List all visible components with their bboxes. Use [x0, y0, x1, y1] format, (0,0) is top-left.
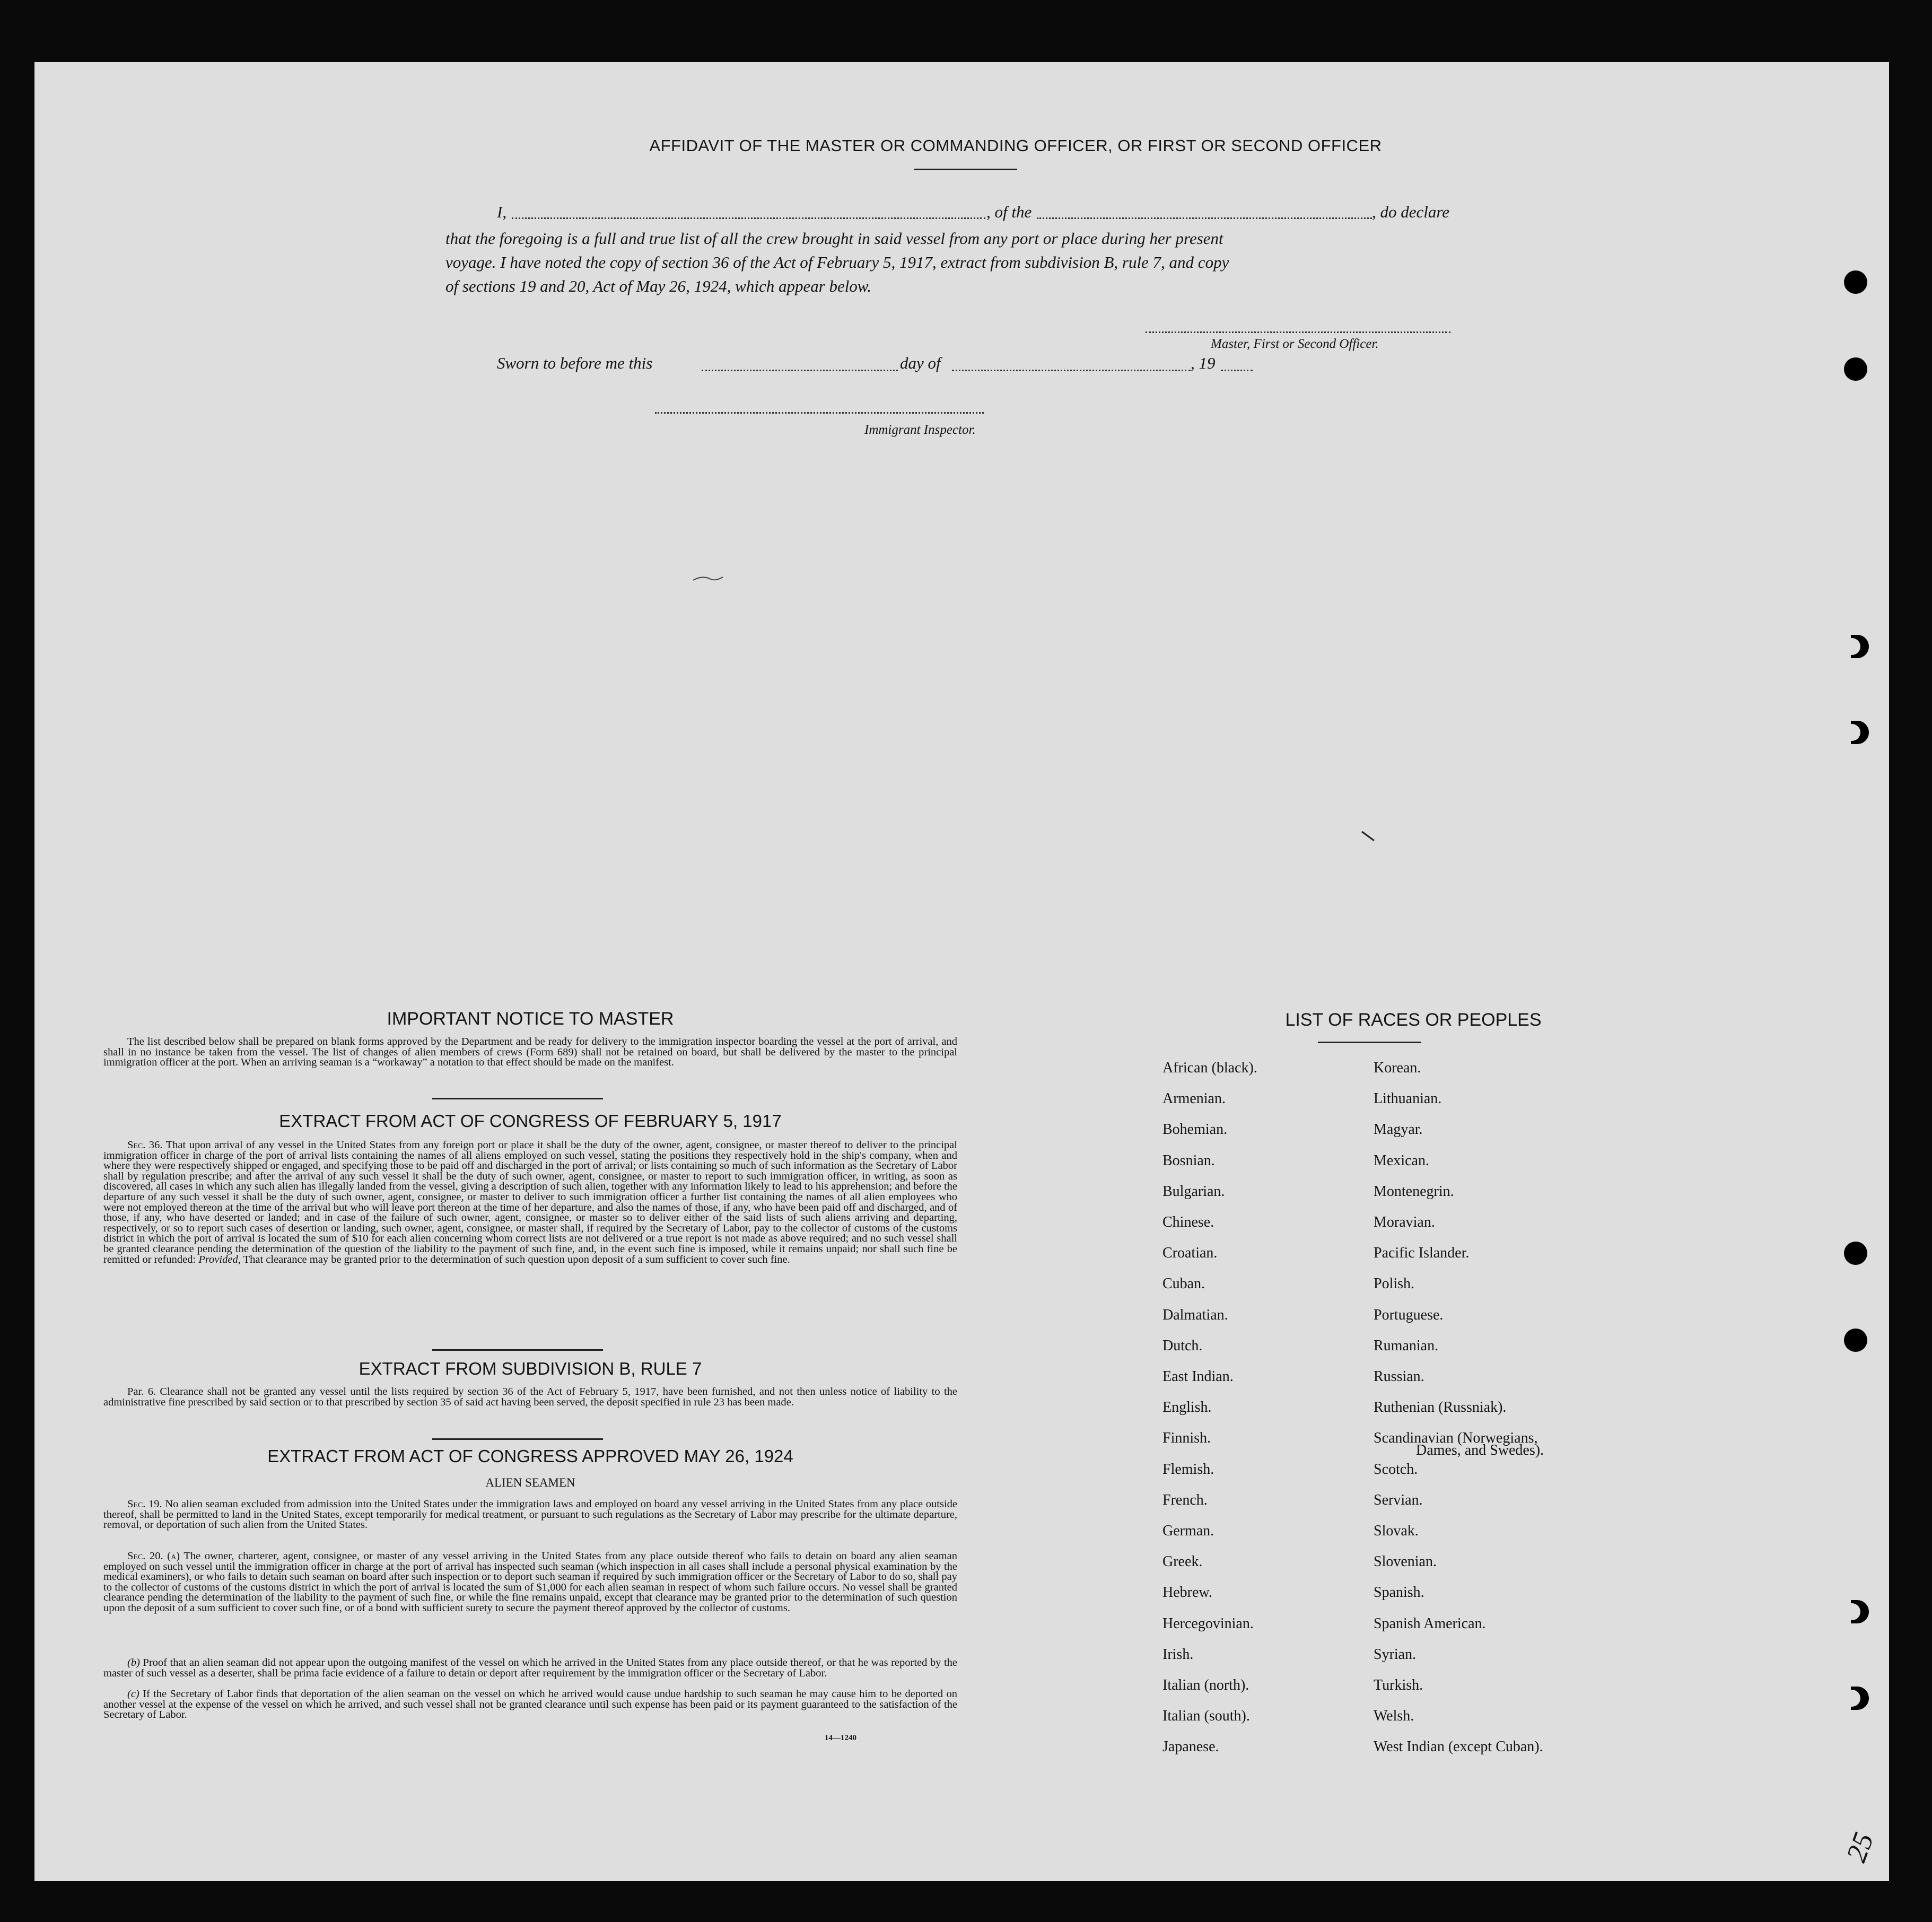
race-item: Lithuanian. — [1374, 1090, 1442, 1107]
race-item: Spanish American. — [1374, 1615, 1486, 1632]
section-label: Sec. 36. — [127, 1139, 163, 1151]
punch-hole — [1844, 270, 1867, 294]
race-item: Turkish. — [1374, 1677, 1423, 1693]
race-item: Ruthenian (Russniak). — [1374, 1399, 1507, 1416]
races-title: LIST OF RACES OR PEOPLES — [1285, 1010, 1542, 1030]
race-item: Hebrew. — [1162, 1584, 1212, 1601]
race-item: Cuban. — [1162, 1275, 1205, 1292]
race-item: West Indian (except Cuban). — [1374, 1738, 1543, 1755]
vessel-blank-line — [1037, 217, 1372, 219]
affidavit-title: AFFIDAVIT OF THE MASTER OR COMMANDING OFFICER, OR FIRST OR SECOND OFFICER — [649, 136, 1382, 155]
punch-hole — [1844, 357, 1867, 381]
race-item: Magyar. — [1374, 1121, 1423, 1138]
race-item: Italian (north). — [1162, 1677, 1249, 1693]
sec19-body: No alien seaman excluded from admission into the United States under the immigration laws and employed on board any vessel arriving in the United States from any place outside thereof, shall be permitted to land in the United States, except temporarily for medical treatment, or pursuant to such regulations as the Secretary of Labor may prescribe for the ultimate departure, removal, or deportation of such alien from the United States. — [103, 1498, 957, 1531]
race-item: Russian. — [1374, 1368, 1424, 1385]
race-item: Hercegovinian. — [1162, 1615, 1254, 1632]
race-item: Dalmatian. — [1162, 1306, 1228, 1323]
race-item: Spanish. — [1374, 1584, 1424, 1601]
name-blank-line — [512, 217, 985, 219]
race-item: Montenegrin. — [1374, 1183, 1454, 1200]
race-item: Portuguese. — [1374, 1306, 1444, 1323]
race-item: French. — [1162, 1491, 1208, 1508]
race-item: Greek. — [1162, 1553, 1203, 1570]
title-underline — [914, 169, 1017, 170]
inspector-signature-line — [655, 412, 984, 414]
sec20c-label: (c) — [127, 1688, 139, 1700]
section-20a-text — [103, 1551, 957, 1614]
section-20b-text — [103, 1658, 957, 1679]
race-item: Korean. — [1374, 1060, 1421, 1076]
race-item: Rumanian. — [1374, 1337, 1439, 1354]
sworn-day-line — [702, 370, 898, 371]
race-item: Dames, and Swedes). — [1416, 1442, 1544, 1459]
race-item: Italian (south). — [1162, 1708, 1250, 1725]
rule7-divider — [432, 1438, 603, 1440]
race-item: African (black). — [1162, 1060, 1257, 1076]
affidavit-i: I, — [497, 203, 507, 221]
proviso-label: Provided, — [198, 1253, 241, 1265]
race-item: Dutch. — [1162, 1337, 1203, 1354]
sec20b-label: (b) — [127, 1657, 140, 1668]
race-item: Slovenian. — [1374, 1553, 1437, 1570]
race-item: English. — [1162, 1399, 1212, 1416]
master-signature-line — [1146, 331, 1450, 333]
race-item: Chinese. — [1162, 1214, 1214, 1230]
race-item: Bulgarian. — [1162, 1183, 1225, 1200]
affidavit-of-the: , of the — [986, 203, 1032, 221]
proviso-text: That clearance may be granted prior to the determination of such question upon deposit of a sum sufficient to cover such fine. — [243, 1253, 790, 1265]
race-item: Mexican. — [1374, 1152, 1429, 1169]
sworn-label: Sworn to before me this — [497, 354, 653, 372]
section-36-text: That upon arrival of any vessel in the United States from any foreign port or place it shall be the duty of the owner, agent, consignee, or master thereof to deliver to the principal immigration officer in charge of the port of arrival lists containing the names of all aliens employed on such vessel, stating the positions they respectively hold in the ship's company, when and where they were respectively shipped or engaged, and specifying those to be paid off and discharged in the port of arrival; or lists containing so much of such information as the Secretary of Labor shall by regulation prescribe; and after the arrival of any such vessel it shall be the duty of such owner, agent, consignee, or master to report to such immigration officer, in writing, as soon as discovered, all cases in which any such alien has illegally landed from the vessel, giving a description of such alien, together with any information likely to lead to his apprehension; and before the departure of any such vessel it shall be the duty of such owner, agent, consignee, or master to deliver to such immigration officer a further list containing the names of all alien employees who were not employed thereon at the time of the arrival but who will leave port thereon at the time of her departure, and also the names of those, if any, who have been paid off and discharged, and of those, if any, who have deserted or landed; and in case of the failure of such owner, agent, consignee, or master so to deliver either of the said lists of such aliens arriving and departing, respectively, or so to report such cases of desertion or landing, such owner, agent, consignee, or master shall, if required by the Secretary of Labor, pay to the collector of customs of the customs district in which the port of arrival is located the sum of $10 for each alien concerning whom correct lists are not delivered or a true report is not made as above required; and no such vessel shall be granted clearance pending the determination of the question of the liability to the payment of such fine, and, in the event such fine is imposed, while it remains unpaid; nor shall such fine be remitted or refunded: — [103, 1139, 957, 1265]
extract-1917-divider — [432, 1349, 603, 1351]
sec20-label: Sec. 20. (a) — [127, 1550, 180, 1562]
race-item: Polish. — [1374, 1275, 1415, 1292]
section-20c-text — [103, 1689, 957, 1720]
affidavit-line-2: that the foregoing is a full and true list of all the crew brought in said vessel from any port or place during her present — [445, 229, 1223, 248]
race-item: German. — [1162, 1523, 1214, 1539]
race-item: East Indian. — [1162, 1368, 1234, 1385]
race-item: Servian. — [1374, 1491, 1423, 1508]
punch-hole — [1844, 1242, 1867, 1265]
race-item: Bohemian. — [1162, 1121, 1228, 1138]
notice-text: The list described below shall be prepared on blank forms approved by the Department and be ready for delivery to the immigration inspector boarding the vessel at the port of arrival, and shall in no instance be taken from the vessel. The list of changes of alien members of crews (Form 689) shall not be retained on board, but shall be delivered by the master to the principal immigration officer at the port. When an arriving seaman is a “workaway” a notation to that effect should be made on the manifest. — [103, 1036, 957, 1069]
race-item: Scandinavian (Norwegians, — [1374, 1430, 1538, 1447]
year-line — [1221, 370, 1253, 371]
rule7-title: EXTRACT FROM SUBDIVISION B, RULE 7 — [359, 1359, 702, 1378]
race-item: Irish. — [1162, 1646, 1194, 1663]
race-item: Slovak. — [1374, 1523, 1419, 1539]
inspector-caption: Immigrant Inspector. — [864, 423, 976, 437]
race-item: Armenian. — [1162, 1090, 1226, 1107]
margin-mark: 25 — [1840, 1828, 1880, 1866]
rule7-text: Par. 6. Clearance shall not be granted any vessel until the lists required by section 36 of the Act of February 5, 1917, have been furnished, and not then unless notice of liability to the administrative fine prescribed by said section or to that prescribed by section 35 of said act having been served, the deposit specified in rule 23 has been made. — [103, 1386, 957, 1408]
race-item: Scotch. — [1374, 1461, 1418, 1478]
sec20c-body: If the Secretary of Labor finds that deportation of the alien seaman on the vessel on which he arrived would cause undue hardship to such seaman he may cause him to be deported on another vessel at the expense of the vessel on which he arrived, and such vessel shall not be granted clearance until such expense has been paid or its payment guaranteed to the satisfaction of the Secretary of Labor. — [103, 1688, 958, 1721]
master-caption: Master, First or Second Officer. — [1211, 337, 1379, 351]
sworn-month-line — [952, 370, 1191, 371]
affidavit-line-3: voyage. I have noted the copy of section 36 of the Act of February 5, 1917, extract from subdivision B, rule 7, and copy — [445, 253, 1229, 272]
notice-divider — [432, 1098, 603, 1099]
affidavit-do-declare: , do declare — [1372, 203, 1450, 221]
stray-mark — [1360, 830, 1376, 843]
year-prefix: , 19 — [1191, 354, 1216, 372]
sec19-label: Sec. 19. — [127, 1498, 162, 1510]
race-item: Japanese. — [1162, 1738, 1219, 1755]
extract-1924-title: EXTRACT FROM ACT OF CONGRESS APPROVED MAY 26, 1924 — [267, 1446, 793, 1466]
form-number: 14—1240 — [825, 1734, 856, 1742]
notice-title: IMPORTANT NOTICE TO MASTER — [387, 1009, 674, 1029]
race-item: Moravian. — [1374, 1214, 1435, 1230]
document-page — [34, 62, 1889, 1881]
extract-1917-title: EXTRACT FROM ACT OF CONGRESS OF FEBRUARY 5, 1917 — [279, 1111, 782, 1131]
sec20b-body: Proof that an alien seaman did not appear upon the outgoing manifest of the vessel on which he arrived in the United States from any place outside thereof, or that he was reported by the master of such vessel as a deserter, shall be prima facie evidence of a failure to detain or deport after requirement by the immigration officer or the Secretary of Labor. — [103, 1657, 958, 1679]
race-item: Flemish. — [1162, 1461, 1214, 1478]
sec20a-body: The owner, charterer, agent, consignee, or master of any vessel arriving in the United States from any place outside thereof who fails to detain on board any alien seaman employed on such vessel until the immigration officer in charge at the port of arrival has inspected such seaman (which inspection in all cases shall include a personal physical examination by the medical examiners), or who fails to detain such seaman on board after such inspection or to deport such seaman if required by such immigration officer or the Secretary of Labor to do so, shall pay to the collector of customs of the customs district in which the port of arrival is located the sum of $1,000 for each alien seaman in respect of whom such failure occurs. No vessel shall be granted clearance pending the determination of the liability to the payment of such fine, or while the fine remains unpaid, except that clearance may be granted prior to the determination of such question upon the deposit of a sum sufficient to cover such fine, or of a bond with sufficient surety to secure the payment thereof approved by the collector of customs. — [103, 1550, 957, 1614]
affidavit-line-4: of sections 19 and 20, Act of May 26, 1924, which appear below. — [445, 277, 872, 295]
race-item: Croatian. — [1162, 1245, 1218, 1262]
races-underline — [1318, 1042, 1421, 1043]
race-item: Finnish. — [1162, 1430, 1211, 1447]
stray-mark — [692, 574, 724, 584]
race-item: Pacific Islander. — [1374, 1245, 1470, 1262]
alien-seamen-subtitle: ALIEN SEAMEN — [485, 1476, 575, 1489]
day-of-label: day of — [900, 354, 941, 372]
race-item: Syrian. — [1374, 1646, 1417, 1663]
punch-hole — [1844, 1329, 1867, 1352]
race-item: Welsh. — [1374, 1708, 1414, 1725]
race-item: Bosnian. — [1162, 1152, 1215, 1169]
section-19-text — [103, 1499, 957, 1531]
extract-1917-text — [103, 1140, 957, 1265]
